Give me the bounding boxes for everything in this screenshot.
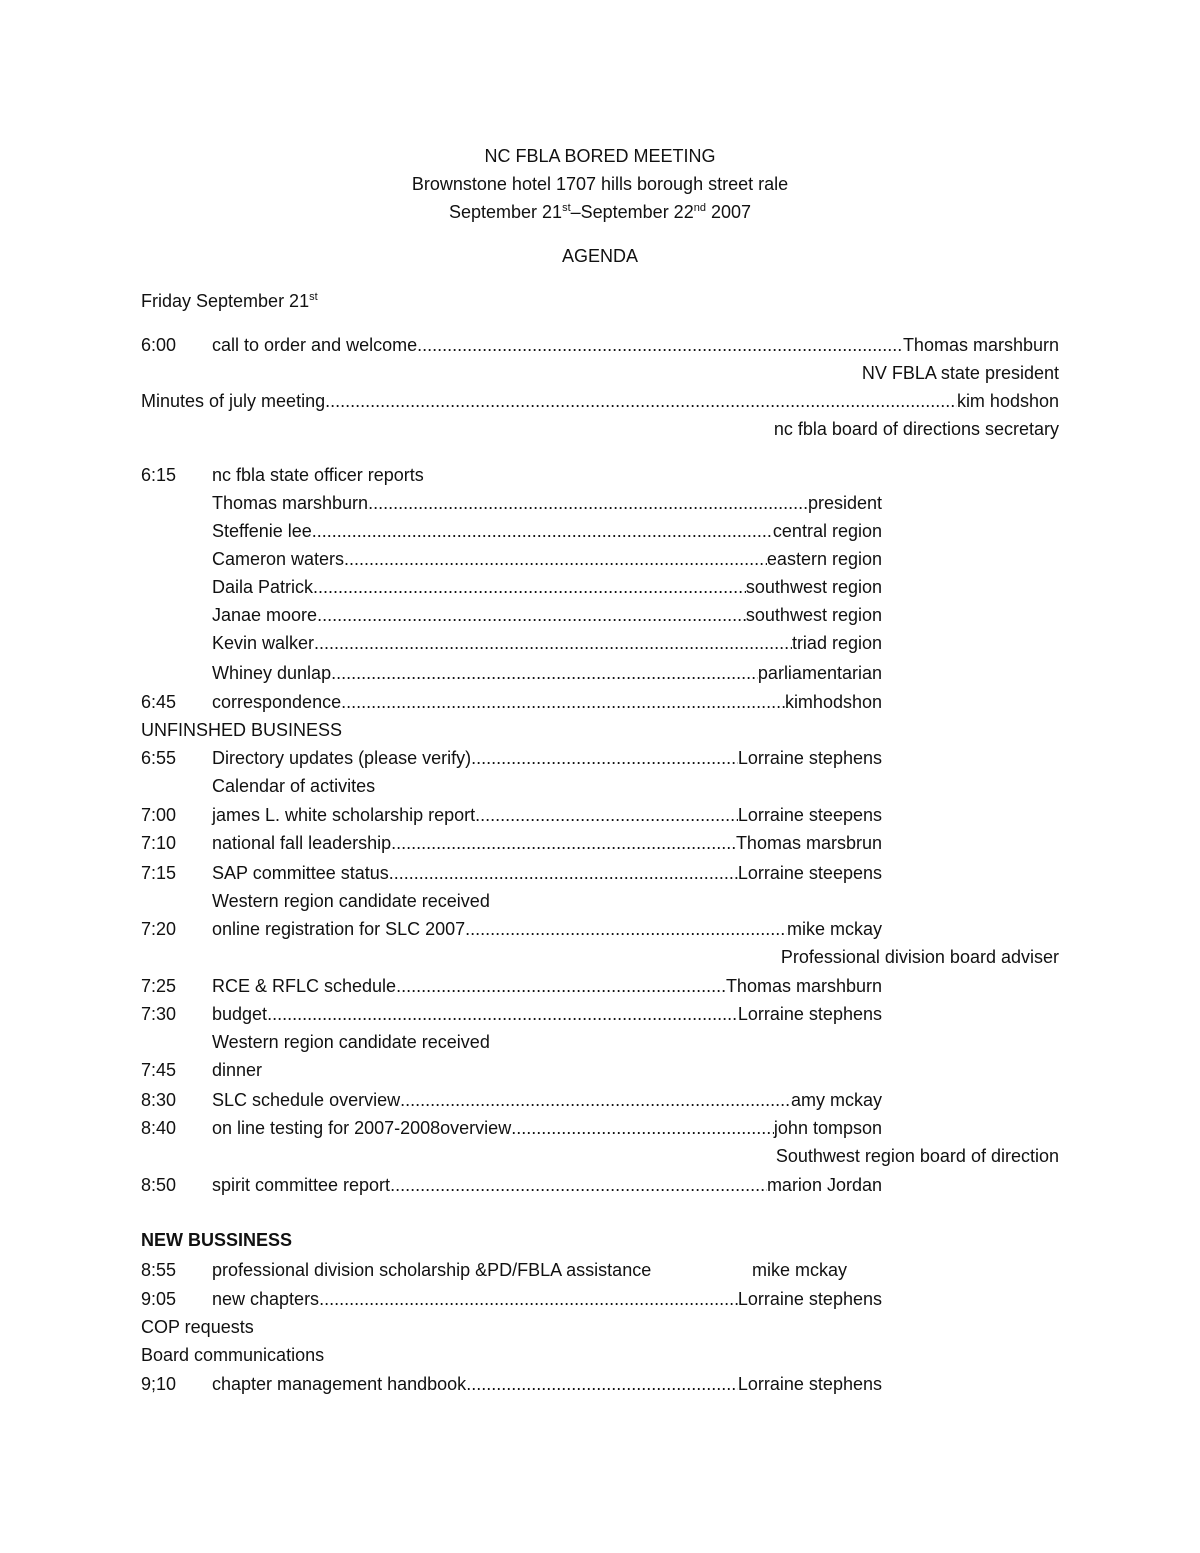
section-item: dinner: [212, 1060, 263, 1080]
time-label: 7:00: [141, 805, 177, 825]
agenda-entry: SAP committee status ..... Lorraine steepens: [212, 862, 882, 884]
time-label: 8:50: [141, 1175, 177, 1195]
presenter-name: mike mckay: [752, 1260, 848, 1280]
note-line: Western region candidate received: [212, 891, 490, 911]
agenda-entry: online registration for SLC 2007 ..... mike mckay: [212, 918, 882, 940]
section-item: nc fbla state officer reports: [212, 465, 424, 485]
note-line: Board communications: [141, 1345, 325, 1365]
role-line: Southwest region board of direction: [775, 1146, 1059, 1166]
agenda-heading: AGENDA: [561, 246, 639, 266]
agenda-entry: national fall leadership ..... Thomas marsbrun: [212, 832, 882, 854]
time-label: 8:30: [141, 1090, 177, 1110]
agenda-entry: on line testing for 2007-2008overview ..... john tompson: [212, 1117, 882, 1139]
officer-entry: Daila Patrick ..... southwest region: [212, 576, 882, 598]
agenda-entry: correspondence ..... kimhodshon: [212, 691, 882, 713]
agenda-entry: spirit committee report ..... marion Jordan: [212, 1174, 882, 1196]
agenda-entry: Minutes of july meeting ..... kim hodshon: [141, 390, 1059, 412]
role-line: nc fbla board of directions secretary: [773, 419, 1059, 439]
officer-entry: Steffenie lee ..... central region: [212, 520, 882, 542]
agenda-entry: budget ..... Lorraine stephens: [212, 1003, 882, 1025]
time-label: 6:55: [141, 748, 177, 768]
role-line: Professional division board adviser: [780, 947, 1059, 967]
time-label: 7:25: [141, 976, 177, 996]
time-label: 7:45: [141, 1060, 177, 1080]
officer-entry: Thomas marshburn ..... president: [212, 492, 882, 514]
time-label: 8:55: [141, 1260, 177, 1280]
agenda-entry: chapter management handbook ..... Lorraine stephens: [212, 1373, 882, 1395]
note-line: COP requests: [141, 1317, 254, 1337]
new-business-heading: NEW BUSSINESS: [141, 1230, 293, 1250]
time-label: 8:40: [141, 1118, 177, 1138]
officer-entry: Kevin walker ..... triad region: [212, 632, 882, 654]
agenda-entry: call to order and welcome ..... Thomas marshburn: [212, 334, 1059, 356]
role-line: NV FBLA state president: [861, 363, 1059, 383]
officer-entry: Janae moore ..... southwest region: [212, 604, 882, 626]
time-label: 9:05: [141, 1289, 177, 1309]
meeting-title: NC FBLA BORED MEETING: [484, 146, 716, 166]
meeting-location: Brownstone hotel 1707 hills borough street rale: [411, 174, 789, 194]
time-label: 9;10: [141, 1374, 177, 1394]
officer-entry: Whiney dunlap ..... parliamentarian: [212, 662, 882, 684]
agenda-entry: RCE & RFLC schedule ..... Thomas marshburn: [212, 975, 882, 997]
agenda-entry: Directory updates (please verify) ..... Lorraine stephens: [212, 747, 882, 769]
agenda-entry: new chapters ..... Lorraine stephens: [212, 1288, 882, 1310]
time-label: 7:15: [141, 863, 177, 883]
time-label: 7:30: [141, 1004, 177, 1024]
time-label: 7:10: [141, 833, 177, 853]
section-item: professional division scholarship &PD/FBLA assistance: [212, 1260, 652, 1280]
agenda-entry: SLC schedule overview ..... amy mckay: [212, 1089, 882, 1111]
agenda-entry: james L. white scholarship report ..... Lorraine steepens: [212, 804, 882, 826]
time-label: 6:00: [141, 335, 177, 355]
unfinished-heading: UNFINSHED BUSINESS: [141, 720, 343, 740]
time-label: 6:15: [141, 465, 177, 485]
note-line: Calendar of activites: [212, 776, 376, 796]
officer-entry: Cameron waters ..... eastern region: [212, 548, 882, 570]
day-label: Friday September 21st: [141, 291, 318, 311]
time-label: 7:20: [141, 919, 177, 939]
meeting-dates: September 21st–September 22nd 2007: [448, 202, 752, 222]
note-line: Western region candidate received: [212, 1032, 490, 1052]
time-label: 6:45: [141, 692, 177, 712]
